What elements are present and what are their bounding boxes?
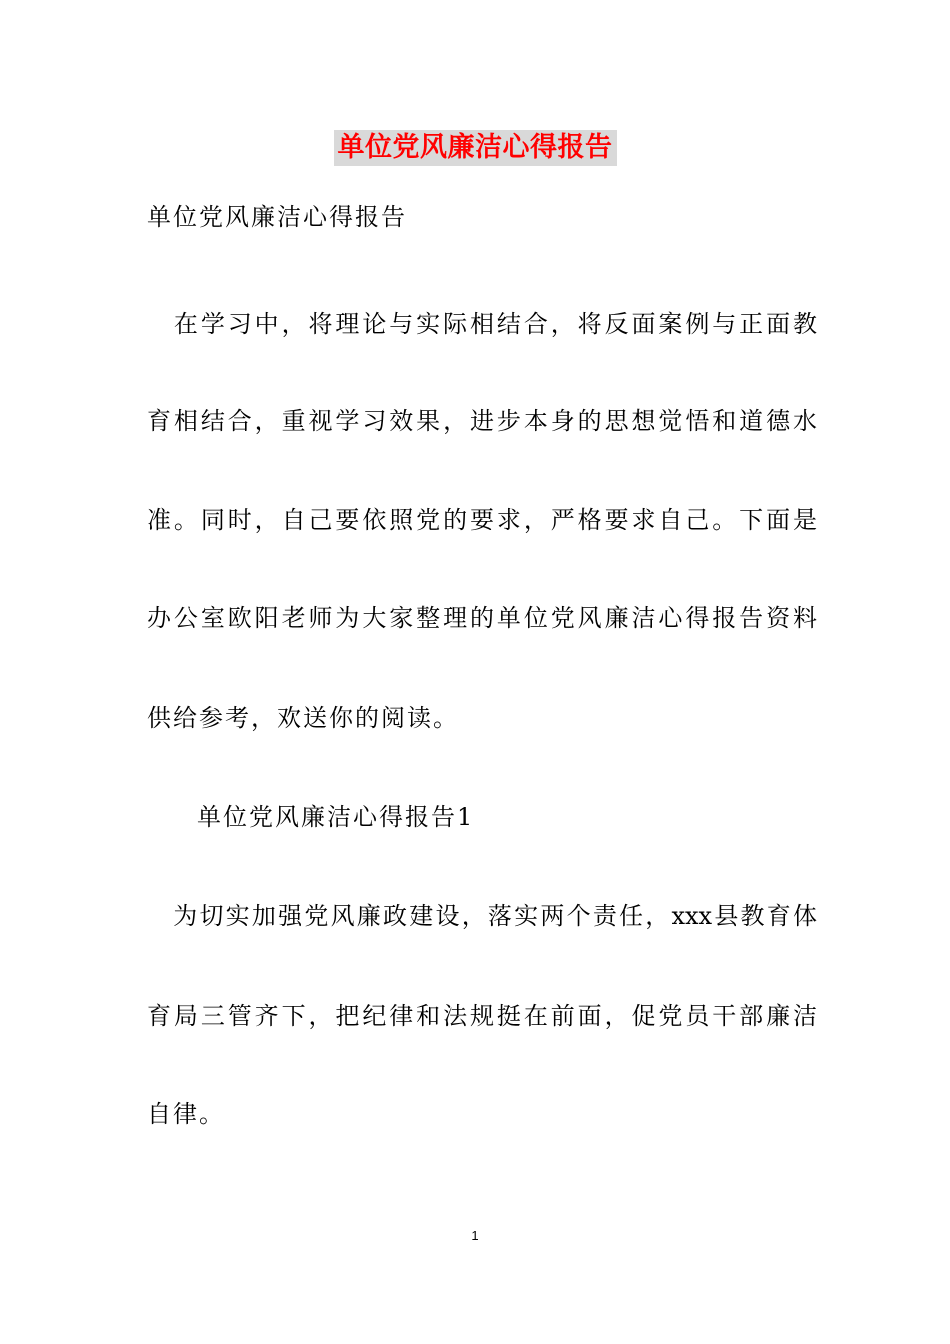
section-line-3: 自律。	[147, 1100, 225, 1128]
page-title: 单位党风廉洁心得报告	[334, 130, 617, 166]
intro-line-2: 育相结合，重视学习效果，进步本身的思想觉悟和道德水	[147, 407, 817, 435]
section-line-2: 育局三管齐下，把纪律和法规挺在前面，促党员干部廉洁	[147, 1002, 817, 1030]
section-line-1: 为切实加强党风廉政建设，落实两个责任，xxx县教育体	[147, 902, 817, 930]
section-heading: 单位党风廉洁心得报告1	[171, 803, 475, 831]
document-subtitle: 单位党风廉洁心得报告	[147, 203, 407, 231]
title-container	[0, 130, 950, 166]
intro-line-5: 供给参考，欢送你的阅读。	[147, 704, 459, 732]
intro-line-3: 准。同时，自己要依照党的要求，严格要求自己。下面是	[147, 506, 817, 534]
page-number: 1	[471, 1228, 479, 1243]
intro-line-4: 办公室欧阳老师为大家整理的单位党风廉洁心得报告资料	[147, 604, 817, 632]
intro-line-1: 在学习中，将理论与实际相结合，将反面案例与正面教	[147, 310, 817, 338]
